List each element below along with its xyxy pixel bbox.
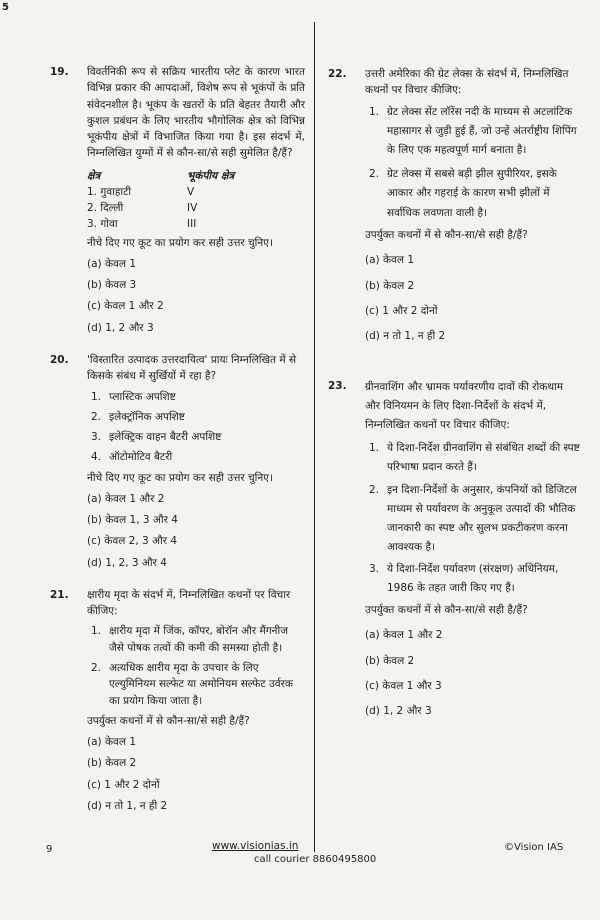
footer-page-number: 9	[46, 844, 53, 855]
option-d[interactable]: (d) न तो 1, न ही 2	[365, 330, 446, 343]
question-20	[50, 352, 305, 571]
statement-number: 3.	[369, 563, 380, 576]
question-22	[328, 66, 580, 344]
option-c[interactable]: (c) केवल 1 और 2	[87, 300, 164, 313]
question-number: 20.	[50, 353, 69, 366]
statement	[87, 660, 305, 709]
table-row	[87, 184, 305, 200]
statement-number: 1.	[91, 390, 102, 403]
option-b[interactable]: (b) केवल 2	[365, 654, 415, 667]
option-d[interactable]: (d) 1, 2 और 3	[87, 321, 154, 334]
option-d[interactable]: (d) 1, 2, 3 और 4	[87, 556, 167, 569]
footer-brand: ©Vision IAS	[504, 842, 564, 853]
statement-text: ग्रेट लेक्स में सबसे बड़ी झील सुपीरियर, इसके आकार और गहराई के कारण सभी झीलों में सर्वाधिक लवणता वाली है।	[387, 167, 557, 219]
column-divider	[314, 22, 315, 852]
statement	[87, 389, 305, 405]
footer-website-link[interactable]: www.visionias.in	[212, 840, 299, 852]
question-number: 19.	[50, 66, 69, 78]
footer-courier-contact: call courier 8860495800	[254, 854, 377, 865]
statement-text: इन दिशा-निर्देशों के अनुसार, कंपनियों को डिजिटल माध्यम से पर्यावरण के अनुकूल उत्पादों की भौतिक जानकारी का स्पष्ट और सुलभ प्रकटीकरण करना आवश्यक है।	[387, 483, 577, 553]
page-corner-mark: 5	[2, 2, 9, 13]
option-a[interactable]: (a) केवल 1 और 2	[87, 492, 165, 505]
question-number: 22.	[328, 68, 347, 80]
statement-text: ग्रेट लेक्स सेंट लॉरेंस नदी के माध्यम से अटलांटिक महासागर से जुड़ी हुई हैं, जो उन्हें अंतर्राष्ट्रीय शिपिंग के लिए एक महत्वपूर्ण मार्ग बनाता है।	[387, 105, 577, 157]
statement-number: 2.	[91, 661, 102, 674]
option-c[interactable]: (c) 1 और 2 दोनों	[365, 304, 438, 317]
option-b[interactable]: (b) केवल 2	[365, 279, 415, 292]
statement	[87, 409, 305, 425]
option-a[interactable]: (a) केवल 1 और 2	[365, 629, 443, 642]
table-header-zone: भूकंपीय क्षेत्र	[187, 169, 235, 182]
table-cell-place: 2. दिल्ली	[87, 202, 124, 215]
table-cell-place: 1. गुवाहाटी	[87, 185, 132, 198]
question-23	[328, 378, 580, 719]
statement-text: अत्यधिक क्षारीय मृदा के उपचार के लिए एल्युमिनियम सल्फेट या अमोनियम सल्फेट उर्वरक का प्रयोग किया जाता है।	[109, 661, 293, 707]
question-number: 21.	[50, 588, 69, 601]
statement-text: ऑटोमोटिव बैटरी	[109, 451, 173, 464]
table-cell-place: 3. गोवा	[87, 218, 118, 231]
question-text: क्षारीय मृदा के संदर्भ में, निम्नलिखित कथनों पर विचार कीजिए:	[87, 588, 291, 618]
question-text: उत्तरी अमेरिका की ग्रेट लेक्स के संदर्भ में, निम्नलिखित कथनों पर विचार कीजिए:	[365, 68, 569, 97]
table-cell-zone: IV	[187, 202, 198, 215]
option-b[interactable]: (b) केवल 1, 3 और 4	[87, 514, 178, 527]
statement-number: 3.	[91, 431, 102, 444]
question-instruction: नीचे दिए गए कूट का प्रयोग कर सही उत्तर चुनिए।	[87, 236, 273, 249]
question-instruction: उपर्युक्त कथनों में से कौन-सा/से सही है/हैं?	[365, 604, 528, 617]
statement-number: 2.	[369, 483, 380, 496]
statement-number: 1.	[369, 442, 380, 455]
option-b[interactable]: (b) केवल 3	[87, 279, 137, 292]
option-c[interactable]: (c) केवल 1 और 3	[365, 679, 442, 692]
question-text: विवर्तनिकी रूप से सक्रिय भारतीय प्लेट के कारण भारत विभिन्न प्रकार की आपदाओं, विशेष रूप से भूकंपों के प्रति संवेदनशील है। भूकंप के खतरों के प्रति बेहतर तैयारी और कुशल प्रबंधन के लिए भारतीय भौगोलिक क्षेत्र को विभिन्न भूकंपीय क्षेत्रों में विभाजित किया गया है। इस संदर्भ में, निम्नलिखित युग्मों में से कौन-सा/से सही सुमेलित है/हैं?	[87, 66, 305, 160]
statement	[365, 439, 580, 477]
statement	[87, 429, 305, 445]
statement-text: प्लास्टिक अपशिष्ट	[109, 390, 176, 403]
statement-number: 2.	[91, 410, 102, 423]
statement-number: 2.	[369, 167, 380, 180]
statement-number: 1.	[91, 625, 102, 638]
match-table	[87, 168, 305, 233]
question-19	[50, 64, 305, 336]
question-21	[50, 587, 305, 814]
table-header-region: क्षेत्र	[87, 169, 101, 182]
statement	[87, 623, 305, 656]
statement	[87, 449, 305, 465]
statement-text: ये दिशा-निर्देश ग्रीनवाशिंग से संबंधित शब्दों की स्पष्ट परिभाषा प्रदान करते हैं।	[387, 442, 580, 473]
option-d[interactable]: (d) 1, 2 और 3	[365, 705, 432, 718]
question-instruction: उपर्युक्त कथनों में से कौन-सा/से सही है/हैं?	[87, 714, 250, 727]
question-instruction: नीचे दिए गए कूट का प्रयोग कर सही उत्तर चुनिए।	[87, 471, 273, 484]
statement-number: 1.	[369, 105, 380, 118]
option-b[interactable]: (b) केवल 2	[87, 757, 137, 770]
left-column	[50, 64, 305, 819]
statement-text: इलेक्ट्रिक वाहन बैटरी अपशिष्ट	[109, 431, 222, 444]
statement	[365, 560, 580, 598]
option-a[interactable]: (a) केवल 1	[87, 736, 137, 749]
option-c[interactable]: (c) 1 और 2 दोनों	[87, 778, 160, 791]
statement-text: क्षारीय मृदा में जिंक, कॉपर, बोरॉन और मैंगनीज जैसे पोषक तत्वों की कमी की समस्या होती है।	[109, 625, 288, 654]
option-a[interactable]: (a) केवल 1	[87, 257, 137, 270]
question-number: 23.	[328, 380, 347, 393]
table-cell-zone: V	[187, 185, 195, 198]
option-c[interactable]: (c) केवल 2, 3 और 4	[87, 535, 178, 548]
question-text: 'विस्तारित उत्पादक उत्तरदायित्व' प्रायः निम्नलिखित में से किसके संबंध में सुर्खियों में रहा है?	[87, 353, 297, 383]
question-text: ग्रीनवाशिंग और भ्रामक पर्यावरणीय दावों की रोकथाम और विनियमन के लिए दिशा-निर्देशों के संदर्भ में, निम्नलिखित कथनों पर विचार कीजिए:	[365, 381, 564, 432]
question-instruction: उपर्युक्त कथनों में से कौन-सा/से सही है/हैं?	[365, 229, 528, 242]
statement-text: ये दिशा-निर्देश पर्यावरण (संरक्षण) अधिनियम, 1986 के तहत जारी किए गए हैं।	[387, 563, 559, 595]
statement	[365, 481, 580, 557]
table-row	[87, 200, 305, 216]
statement	[365, 165, 580, 223]
statement-text: इलेक्ट्रॉनिक अपशिष्ट	[109, 410, 185, 423]
option-a[interactable]: (a) केवल 1	[365, 254, 415, 267]
table-cell-zone: III	[187, 218, 197, 231]
option-d[interactable]: (d) न तो 1, न ही 2	[87, 799, 168, 812]
table-row	[87, 216, 305, 232]
right-column	[328, 66, 580, 729]
statement	[365, 103, 580, 161]
statement-number: 4.	[91, 451, 102, 464]
